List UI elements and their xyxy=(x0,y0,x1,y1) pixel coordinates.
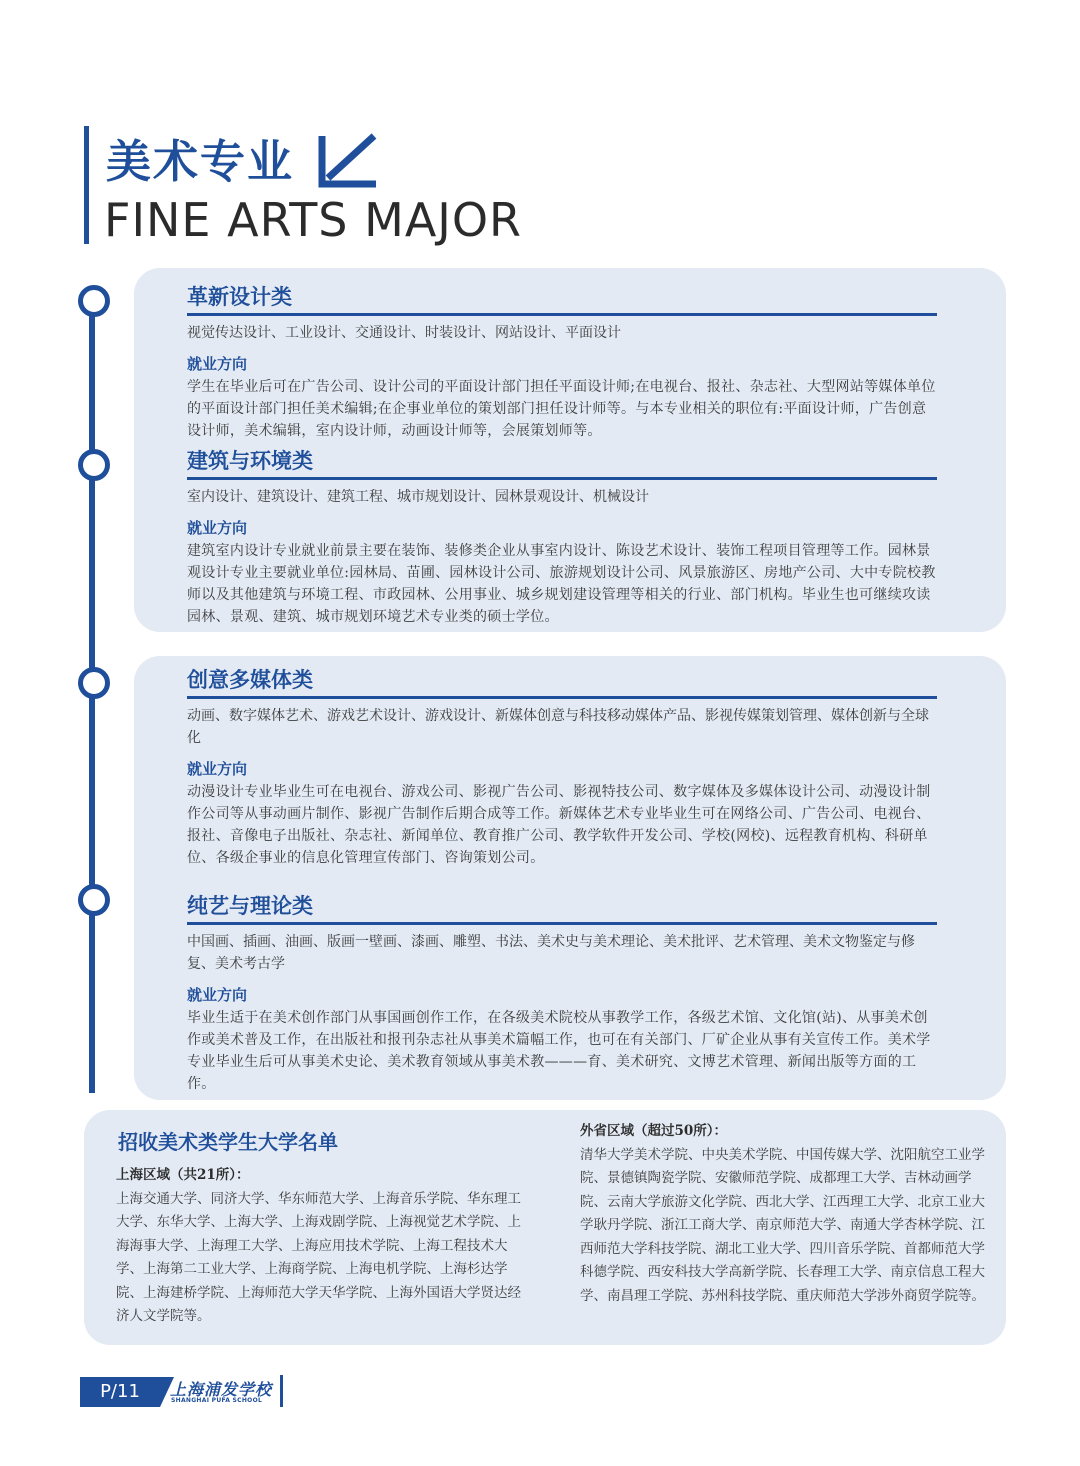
region-list: 清华大学美术学院、中央美术学院、中国传媒大学、沈阳航空工业学院、景德镇陶瓷学院、安徽师范学院、成都理工大学、吉林动画学院、云南大学旅游文化学院、西北大学、江西理工大学、北京工业大学耿丹学院、浙江工商大学、南京师范大学、南通大学杏林学院、江西师范大学科技学院、湖北工业大学、四川音乐学院、首都师范大学科德学院、西安科技大学高新学院、长春理工大学、南京信息工程大学、南昌理工学院、苏州科技学院、重庆师范大学涉外商贸学院等。 xyxy=(580,1146,985,1304)
section-architecture-environment xyxy=(187,446,937,628)
section-divider xyxy=(187,922,937,925)
section-majors: 室内设计、建筑设计、建筑工程、城市规划设计、园林景观设计、机械设计 xyxy=(187,489,649,505)
section-job-text: 动漫设计专业毕业生可在电视台、游戏公司、影视广告公司、影视特技公司、数字媒体及多媒体设计公司、动漫设计制作公司等从事动画片制作、影视广告制作后期合成等工作。新媒体艺术专业毕业生可在网络公司、广告公司、电视台、报社、音像电子出版社、杂志社、新闻单位、教育推广公司、教学软件开发公司、学校(网校)、远程教育机构、科研单位、各级企事业的信息化管理宣传部门、咨询策划公司。 xyxy=(187,784,931,866)
footer-accent-bar xyxy=(280,1375,283,1407)
section-job-text: 建筑室内设计专业就业前景主要在装饰、装修类企业从事室内设计、陈设艺术设计、装饰工程项目管理等工作。园林景观设计专业主要就业单位:园林局、苗圃、园林设计公司、旅游规划设计公司、风景旅游区、房地产公司、大中专院校教师以及其他建筑与环境工程、市政园林、公用事业、城乡规划建设管理等相关的行业、部门机构。毕业生也可继续攻读园林、景观、建筑、城市规划环境艺术专业类的硕士学位。 xyxy=(187,543,936,625)
universities-shanghai xyxy=(116,1164,526,1329)
timeline-node xyxy=(78,884,110,916)
section-job-label: 就业方向 xyxy=(187,519,248,537)
page-title-cn: 美术专业 xyxy=(106,135,295,188)
section-divider xyxy=(187,696,937,699)
section-majors: 视觉传达设计、工业设计、交通设计、时装设计、网站设计、平面设计 xyxy=(187,325,621,341)
page-title-en: FINE ARTS MAJOR xyxy=(104,193,523,247)
school-name-en: SHANGHAI PUFA SCHOOL xyxy=(171,1397,263,1404)
section-job-label: 就业方向 xyxy=(187,355,248,373)
section-title: 纯艺与理论类 xyxy=(187,894,313,918)
section-divider xyxy=(187,477,937,480)
section-job-text: 学生在毕业后可在广告公司、设计公司的平面设计部门担任平面设计师;在电视台、报社、杂志社、大型网站等媒体单位的平面设计部门担任美术编辑;在企事业单位的策划部门担任设计师等。与本专业相关的职位有:平面设计师，广告创意设计师，美术编辑，室内设计师，动画设计师等，会展策划师等。 xyxy=(187,379,936,439)
section-job-label: 就业方向 xyxy=(187,760,248,778)
timeline-node xyxy=(78,449,110,481)
region-heading: 外省区域（超过50所）： xyxy=(580,1123,728,1139)
school-name-cn: 上海浦发学校 xyxy=(170,1380,273,1399)
region-list: 上海交通大学、同济大学、华东师范大学、上海音乐学院、华东理工大学、东华大学、上海大学、上海戏剧学院、上海视觉艺术学院、上海海事大学、上海理工大学、上海应用技术学院、上海工程技术大学、上海第二工业大学、上海商学院、上海电机学院、上海杉达学院、上海建桥学院、上海师范大学天华学院、上海外国语大学贤达经济人文学院等。 xyxy=(116,1190,521,1324)
section-job-label: 就业方向 xyxy=(187,986,248,1004)
section-title: 革新设计类 xyxy=(187,285,292,309)
header-accent-bar xyxy=(84,126,89,244)
section-majors: 动画、数字媒体艺术、游戏艺术设计、游戏设计、新媒体创意与科技移动媒体产品、影视传媒策划管理、媒体创新与全球化 xyxy=(187,708,929,746)
section-majors: 中国画、插画、油画、版画一壁画、漆画、雕塑、书法、美术史与美术理论、美术批评、艺术管理、美术文物鉴定与修复、美术考古学 xyxy=(187,934,915,972)
section-innovative-design xyxy=(187,282,937,442)
section-creative-multimedia xyxy=(187,665,937,869)
universities-other-provinces xyxy=(580,1120,988,1308)
section-divider xyxy=(187,313,937,316)
section-fine-art-theory xyxy=(187,891,937,1095)
universities-title: 招收美术类学生大学名单 xyxy=(118,1130,338,1154)
section-title: 创意多媒体类 xyxy=(187,668,313,692)
section-title: 建筑与环境类 xyxy=(187,449,313,473)
section-job-text: 毕业生适于在美术创作部门从事国画创作工作，在各级美术院校从事教学工作，各级艺术馆、文化馆(站)、从事美术创作或美术普及工作，在出版社和报刊杂志社从事美术篇幅工作，也可在有关部门、厂矿企业从事有关宣传工作。美术学专业毕业生后可从事美术史论、美术教育领域从事美术教———育、美术研究、文博艺术管理、新闻出版等方面的工作。 xyxy=(187,1010,931,1092)
region-heading: 上海区域（共21所）： xyxy=(116,1167,250,1183)
page-number: P/11 xyxy=(80,1377,160,1407)
timeline-node xyxy=(78,285,110,317)
timeline-node xyxy=(78,667,110,699)
arrow-down-left-icon xyxy=(318,132,380,190)
